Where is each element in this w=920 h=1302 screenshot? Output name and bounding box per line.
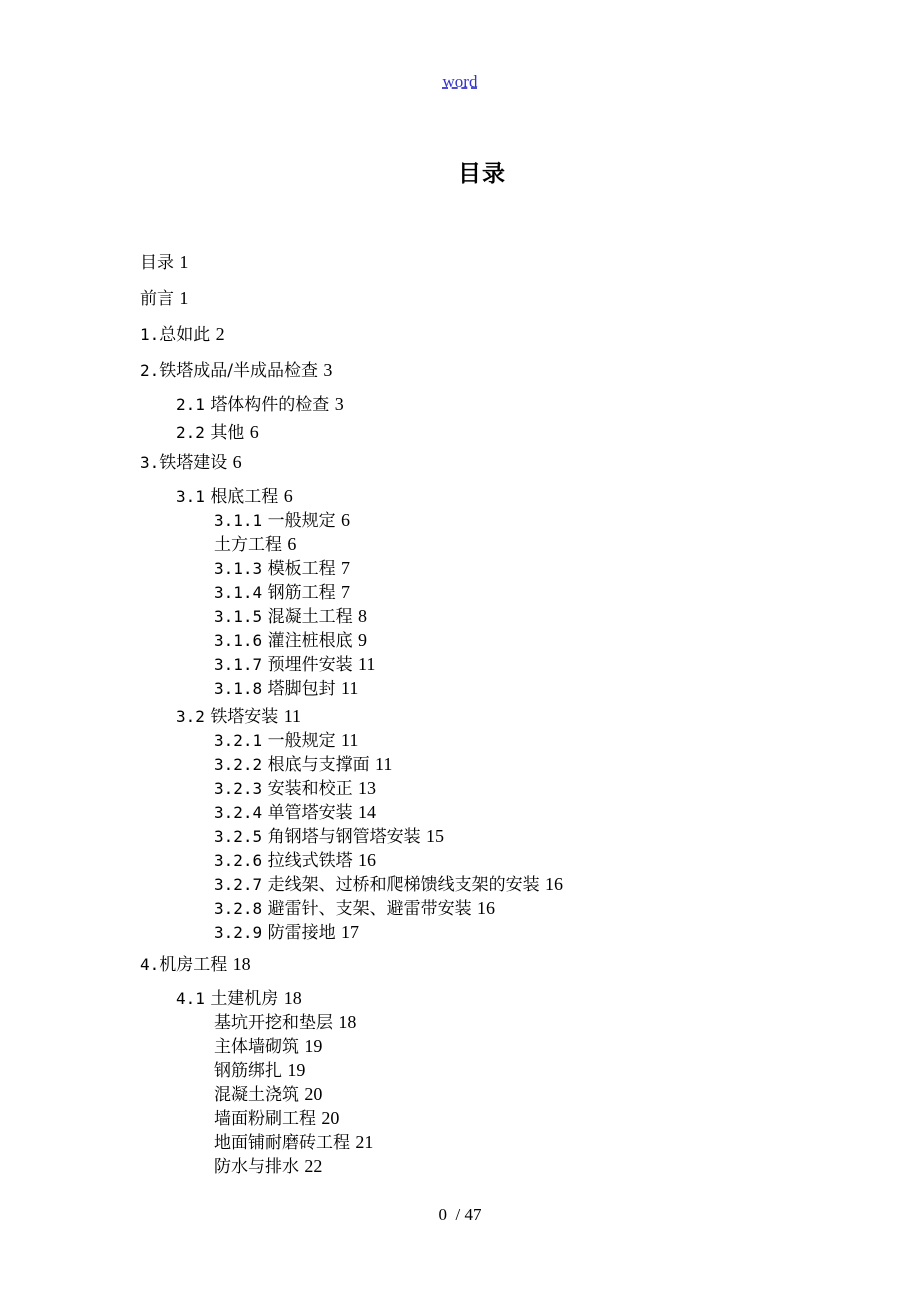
toc-entry-page: 3 xyxy=(323,360,333,380)
toc-entry-page: 18 xyxy=(338,1012,357,1032)
toc-entry[interactable] xyxy=(214,730,358,751)
toc-entry-page: 1 xyxy=(179,288,189,308)
toc-entry-title: 塔脚包封 xyxy=(267,679,336,699)
toc-entry-page: 17 xyxy=(340,922,359,942)
toc-entry-title: 主体墙砌筑 xyxy=(214,1037,299,1057)
toc-entry-page: 22 xyxy=(304,1156,323,1176)
page-footer xyxy=(0,1205,920,1225)
toc-entry-title: 避雷针、支架、避雷带安装 xyxy=(267,899,472,919)
toc-entry-page: 1 xyxy=(179,252,189,272)
toc-entry-number: 3.2.5 xyxy=(214,827,263,846)
toc-entry[interactable] xyxy=(214,1132,373,1153)
toc-entry-page: 20 xyxy=(321,1108,340,1128)
toc-entry-title: 钢筋绑扎 xyxy=(214,1061,282,1081)
toc-entry-page: 16 xyxy=(476,898,495,918)
toc-entry-title: 基坑开挖和垫层 xyxy=(214,1013,333,1033)
toc-entry-number: 3.2.6 xyxy=(214,851,263,870)
toc-entry-page: 11 xyxy=(357,654,376,674)
toc-entry[interactable] xyxy=(214,582,350,603)
toc-entry-page: 19 xyxy=(287,1060,306,1080)
toc-entry[interactable] xyxy=(214,826,444,847)
toc-entry-number: 3.1.3 xyxy=(214,559,263,578)
toc-entry[interactable] xyxy=(140,452,242,473)
toc-entry-title: 钢筋工程 xyxy=(267,583,336,603)
toc-entry-number: 3.1.4 xyxy=(214,583,263,602)
footer-separator: / xyxy=(455,1205,461,1224)
toc-entry-title: 根底工程 xyxy=(210,487,279,507)
toc-entry-title: 塔体构件的检查 xyxy=(210,395,330,415)
toc-entry-number: 3.1 xyxy=(176,487,205,506)
toc-entry-title: 其他 xyxy=(210,423,245,443)
toc-entry[interactable] xyxy=(214,606,367,627)
toc-entry[interactable] xyxy=(176,422,259,443)
toc-entry[interactable] xyxy=(140,288,188,309)
toc-entry-title: 单管塔安装 xyxy=(267,803,353,823)
toc-entry-title: 一般规定 xyxy=(267,511,336,531)
toc-entry[interactable] xyxy=(214,654,375,675)
toc-entry-title: 混凝土工程 xyxy=(267,607,353,627)
toc-entry[interactable] xyxy=(214,778,376,799)
toc-entry-page: 16 xyxy=(357,850,376,870)
toc-entry-title: 灌注桩根底 xyxy=(267,631,353,651)
toc-entry[interactable] xyxy=(140,360,332,381)
toc-entry[interactable] xyxy=(214,898,495,919)
toc-entry-number: 3. xyxy=(140,453,160,472)
toc-entry-page: 6 xyxy=(232,452,242,472)
toc-entry[interactable] xyxy=(214,1156,322,1177)
toc-entry[interactable] xyxy=(214,534,296,555)
toc-entry-title: 混凝土浇筑 xyxy=(214,1085,299,1105)
toc-entry-number: 3.1.7 xyxy=(214,655,263,674)
toc-entry-page: 11 xyxy=(283,706,302,726)
toc-entry[interactable] xyxy=(176,394,344,415)
toc-entry[interactable] xyxy=(176,988,302,1009)
toc-entry-title: 角钢塔与钢管塔安装 xyxy=(267,827,421,847)
toc-entry-page: 11 xyxy=(340,730,359,750)
toc-entry-page: 2 xyxy=(215,324,225,344)
toc-entry-number: 3.2 xyxy=(176,707,205,726)
page-title: 目录 xyxy=(458,161,506,187)
toc-entry[interactable] xyxy=(214,874,563,895)
toc-entry-number: 4. xyxy=(140,955,160,974)
toc-entry[interactable] xyxy=(140,252,188,273)
toc-entry-title: 目录 xyxy=(140,253,174,273)
header-word-link[interactable]: word xyxy=(442,72,478,91)
toc-entry-title: 机房工程 xyxy=(159,955,228,975)
toc-entry-number: 2.2 xyxy=(176,423,205,442)
toc-entry-title: 安装和校正 xyxy=(267,779,353,799)
toc-entry[interactable] xyxy=(214,558,350,579)
toc-entry-title: 前言 xyxy=(140,289,174,309)
toc-entry-page: 7 xyxy=(340,558,350,578)
toc-entry[interactable] xyxy=(214,1012,356,1033)
toc-entry-title: 模板工程 xyxy=(267,559,336,579)
toc-entry-number: 2. xyxy=(140,361,160,380)
toc-entry[interactable] xyxy=(214,1108,339,1129)
toc-entry-page: 13 xyxy=(357,778,376,798)
toc-entry-number: 3.2.1 xyxy=(214,731,263,750)
toc-entry-page: 21 xyxy=(355,1132,374,1152)
toc-entry[interactable] xyxy=(214,922,359,943)
toc-entry-number: 3.2.8 xyxy=(214,899,263,918)
toc-entry-page: 3 xyxy=(334,394,344,414)
toc-entry-number: 3.1.6 xyxy=(214,631,263,650)
toc-entry-title: 走线架、过桥和爬梯馈线支架的安装 xyxy=(267,875,540,895)
toc-entry-page: 20 xyxy=(304,1084,323,1104)
toc-entry[interactable] xyxy=(140,324,225,345)
toc-entry[interactable] xyxy=(176,486,293,507)
toc-entry-page: 15 xyxy=(425,826,444,846)
toc-entry-title: 防雷接地 xyxy=(267,923,336,943)
toc-entry-page: 14 xyxy=(357,802,376,822)
toc-entry-number: 2.1 xyxy=(176,395,205,414)
toc-entry-page: 18 xyxy=(283,988,302,1008)
toc-entry[interactable] xyxy=(176,706,301,727)
toc-entry-title: 铁塔安装 xyxy=(210,707,279,727)
toc-entry-page: 9 xyxy=(357,630,367,650)
toc-entry-number: 3.2.3 xyxy=(214,779,263,798)
footer-current-page: 0 xyxy=(438,1205,447,1224)
toc-entry-title: 一般规定 xyxy=(267,731,336,751)
toc-entry[interactable] xyxy=(214,1084,322,1105)
toc-entry-page: 18 xyxy=(232,954,251,974)
toc-entry-number: 3.1.5 xyxy=(214,607,263,626)
toc-entry-page: 6 xyxy=(340,510,350,530)
toc-entry[interactable] xyxy=(214,510,350,531)
toc-entry-page: 6 xyxy=(287,534,297,554)
toc-entry[interactable] xyxy=(214,678,358,699)
toc-entry-page: 11 xyxy=(374,754,393,774)
toc-entry-number: 3.2.7 xyxy=(214,875,263,894)
toc-entry-title: 总如此 xyxy=(159,325,211,345)
toc-entry-title: 铁塔建设 xyxy=(159,453,228,473)
toc-entry-page: 19 xyxy=(304,1036,323,1056)
toc-entry[interactable] xyxy=(140,954,251,975)
toc-entry-number: 3.1.1 xyxy=(214,511,263,530)
toc-entry-page: 16 xyxy=(544,874,563,894)
toc-entry[interactable] xyxy=(214,754,392,775)
toc-entry-page: 6 xyxy=(249,422,259,442)
toc-entry-number: 3.2.4 xyxy=(214,803,263,822)
toc-entry-number: 3.2.2 xyxy=(214,755,263,774)
toc-entry-title: 墙面粉刷工程 xyxy=(214,1109,316,1129)
toc-entry-title: 防水与排水 xyxy=(214,1157,299,1177)
toc-entry-page: 11 xyxy=(340,678,359,698)
toc-entry-title: 土建机房 xyxy=(210,989,279,1009)
toc-entry-number: 4.1 xyxy=(176,989,205,1008)
toc-entry-title: 根底与支撑面 xyxy=(267,755,370,775)
toc-entry[interactable] xyxy=(214,630,367,651)
toc-entry-page: 6 xyxy=(283,486,293,506)
toc-entry-title: 铁塔成品/半成品检查 xyxy=(159,361,318,381)
toc-entry-number: 3.1.8 xyxy=(214,679,263,698)
footer-total-pages: 47 xyxy=(464,1205,482,1224)
toc-entry-page: 7 xyxy=(340,582,350,602)
toc-entry-title: 土方工程 xyxy=(214,535,282,555)
toc-entry-number: 3.2.9 xyxy=(214,923,263,942)
toc-entry[interactable] xyxy=(214,1060,305,1081)
toc-entry[interactable] xyxy=(214,1036,322,1057)
toc-entry-title: 拉线式铁塔 xyxy=(267,851,353,871)
toc-entry-title: 预埋件安装 xyxy=(267,655,353,675)
toc-entry-title: 地面铺耐磨砖工程 xyxy=(214,1133,350,1153)
toc-entry-page: 8 xyxy=(357,606,367,626)
toc-entry[interactable] xyxy=(214,802,376,823)
toc-entry-number: 1. xyxy=(140,325,160,344)
toc-entry[interactable] xyxy=(214,850,376,871)
